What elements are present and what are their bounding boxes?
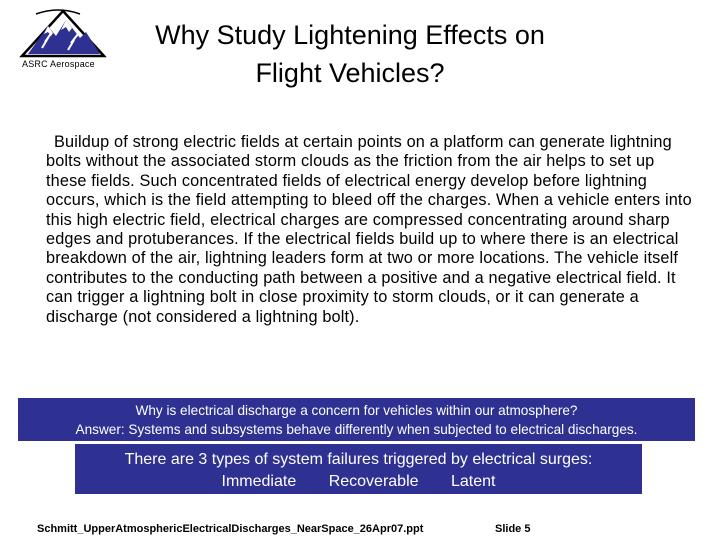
footer-filename: Schmitt_UpperAtmosphericElectricalDischarges_NearSpace_26Apr07.ppt	[37, 523, 424, 535]
slide-title-line2: Flight Vehicles?	[255, 58, 445, 88]
failure-type-immediate: Immediate	[221, 473, 297, 490]
failures-heading: There are 3 types of system failures triggered by electrical surges:	[124, 451, 593, 468]
footer-slide-number: Slide 5	[495, 523, 531, 535]
logo-caption: ASRC Aerospace	[22, 59, 95, 69]
body-paragraph: Buildup of strong electric fields at certain points on a platform can generate lightning bolts without the associated storm clouds as the friction from the air helps to set up these fields. Such concentrated fields of electrical energy develop before lightning occurs, which is the field attempting to bleed off the charges. When a vehicle enters into this high electric field, electrical charges are compressed concentrating around sharp edges and protuberances. If the electrical fields build up to where there is an electrical breakdown of the air, lightning leaders form at two or more locations. The vehicle itself contributes to the conducting path between a positive and a negative electrical field. It can trigger a lightning bolt in close proximity to storm clouds, or it can generate a discharge (not considered a lightning bolt).	[46, 133, 692, 326]
failure-types	[75, 471, 642, 493]
slide-title-line1: Why Study Lightening Effects on	[155, 20, 545, 50]
failures-box	[75, 444, 642, 494]
slide-title	[140, 16, 560, 92]
question-text: Why is electrical discharge a concern for vehicles within our atmosphere?	[135, 403, 578, 418]
failure-type-recoverable: Recoverable	[328, 473, 419, 490]
failure-type-latent: Latent	[450, 473, 496, 490]
question-box	[18, 398, 695, 441]
answer-text: Answer: Systems and subsystems behave differently when subjected to electrical discharges.	[75, 422, 638, 437]
